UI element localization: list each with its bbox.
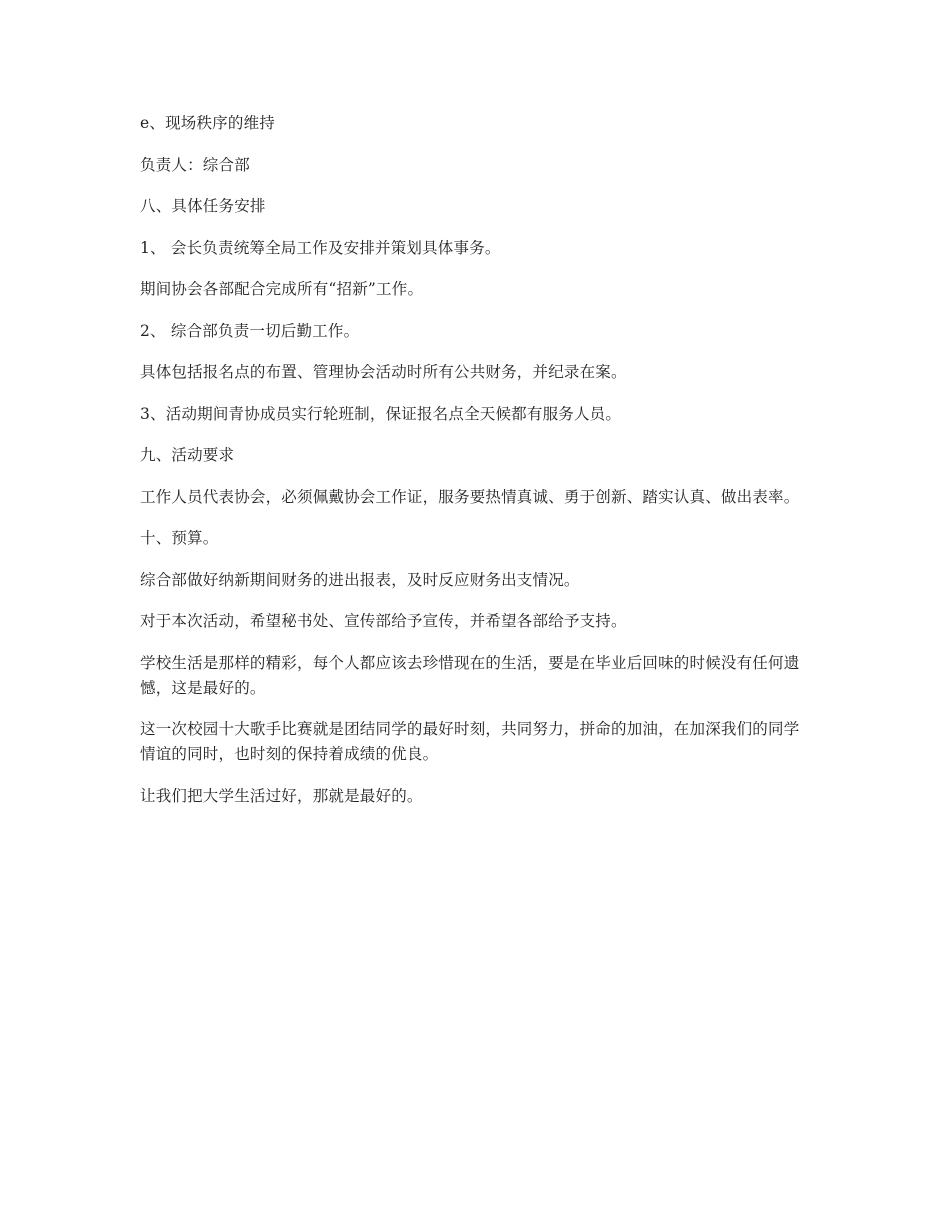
paragraph-task-1: 1、 会长负责统筹全局工作及安排并策划具体事务。: [140, 238, 501, 257]
section-heading-requirements: 九、活动要求: [140, 446, 235, 464]
paragraph-order-maintenance: e、现场秩序的维持: [140, 114, 275, 132]
paragraph-staff-requirements: 工作人员代表协会，必须佩戴协会工作证，服务要热情真诚、勇于创新、踏实认真、做出表率。: [140, 487, 800, 506]
paragraph-task-2: 2、 综合部负责一切后勤工作。: [140, 321, 360, 340]
paragraph-recruitment-work: 期间协会各部配合完成所有“招新”工作。: [140, 280, 424, 298]
paragraph-closing: 让我们把大学生活过好，那就是最好的。: [140, 786, 423, 805]
paragraph-school-life: 学校生活是那样的精彩，每个人都应该去珍惜现在的生活，要是在毕业后回味的时候没有任何遗憾，这是最好的。: [140, 653, 800, 697]
section-heading-task-arrangement: 八、具体任务安排: [140, 197, 266, 215]
paragraph-person-in-charge: 负责人：综合部: [140, 155, 250, 174]
document-body: [140, 111, 810, 825]
paragraph-finance-report: 综合部做好纳新期间财务的进出报表，及时反应财务出支情况。: [140, 570, 580, 589]
paragraph-task-3: 3、活动期间青协成员实行轮班制，保证报名点全天候都有服务人员。: [140, 404, 622, 423]
paragraph-support-request: 对于本次活动，希望秘书处、宣传部给予宣传，并希望各部给予支持。: [140, 612, 627, 630]
paragraph-singer-contest: 这一次校园十大歌手比赛就是团结同学的最好时刻，共同努力，拼命的加油，在加深我们的同学情谊的同时，也时刻的保持着成绩的优良。: [140, 720, 800, 763]
section-heading-budget: 十、预算。: [140, 529, 219, 547]
paragraph-logistics-details: 具体包括报名点的布置、管理协会活动时所有公共财务，并纪录在案。: [140, 363, 627, 381]
